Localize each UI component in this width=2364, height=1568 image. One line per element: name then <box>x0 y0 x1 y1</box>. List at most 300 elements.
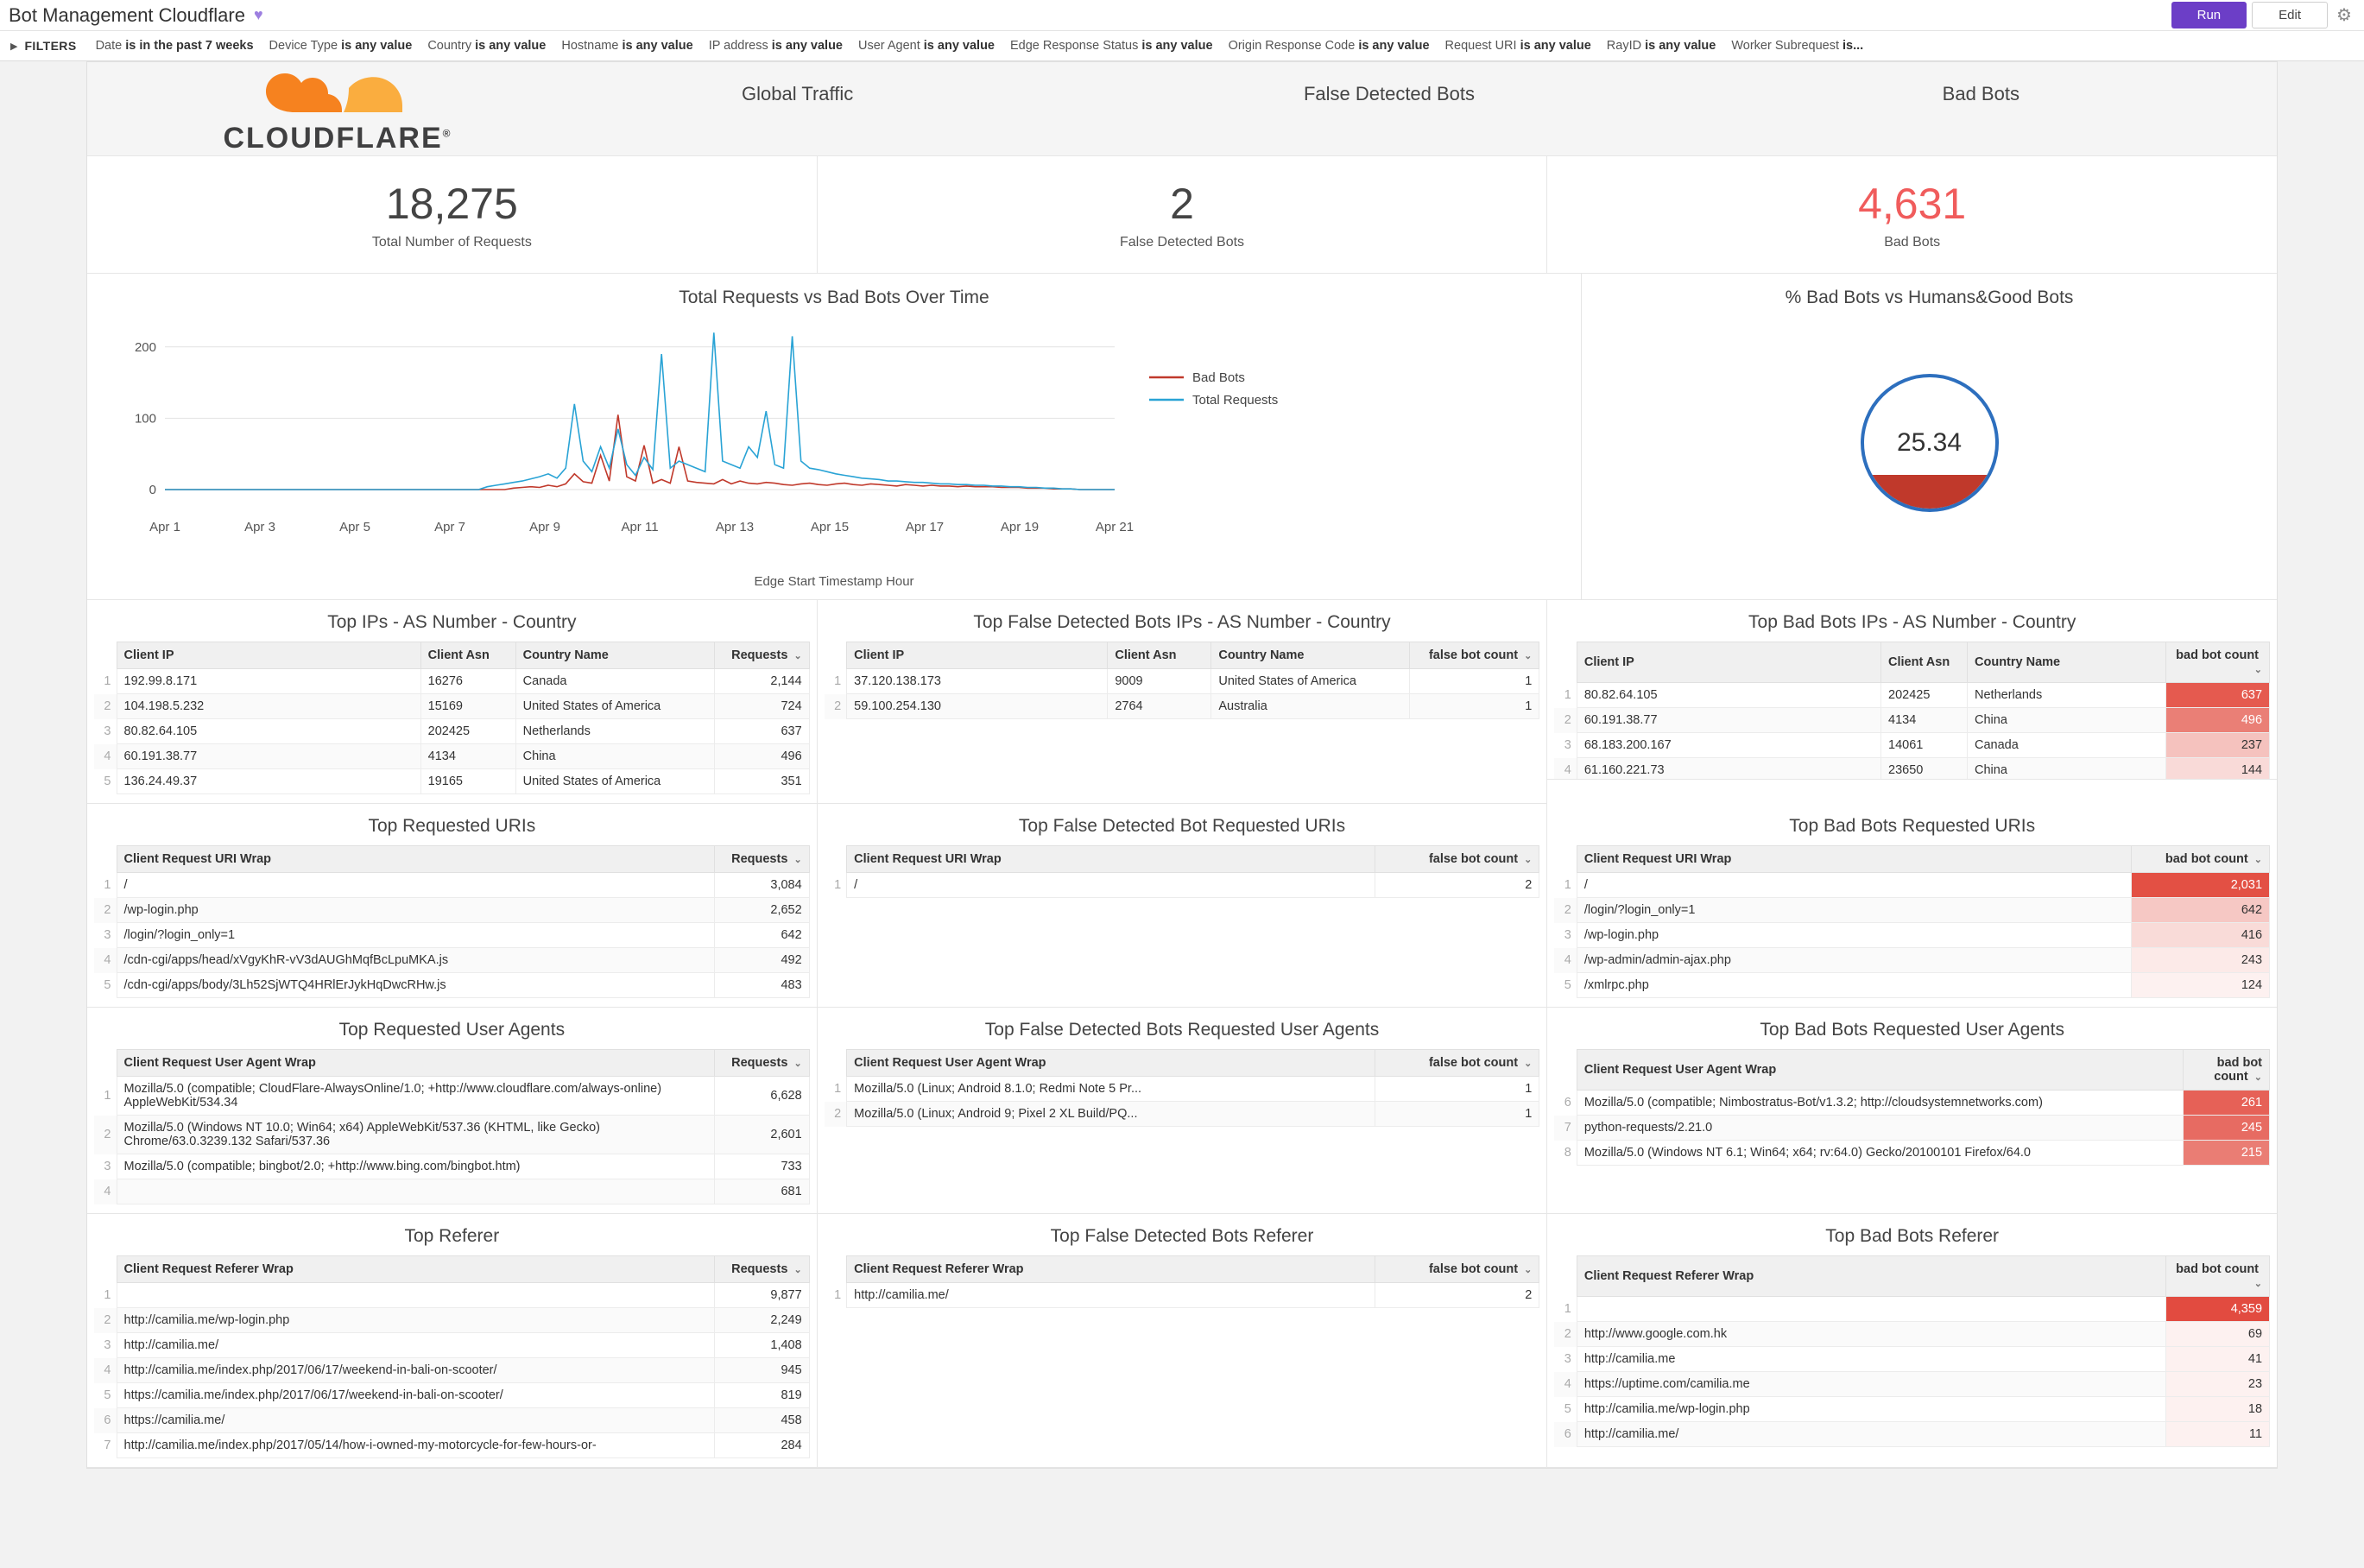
expand-filters-icon[interactable]: ▶ <box>10 41 18 52</box>
timeseries-title: Total Requests vs Bad Bots Over Time <box>679 288 989 307</box>
xtick-label: Apr 21 <box>1095 520 1135 534</box>
table-row[interactable] <box>94 1308 809 1333</box>
column-header[interactable]: bad bot count ⌄ <box>2132 846 2270 873</box>
sort-caret-icon[interactable]: ⌄ <box>1521 855 1533 865</box>
row-index: 4 <box>1554 948 1577 973</box>
metric-cell: 23 <box>2166 1372 2270 1397</box>
column-header[interactable]: Client IP <box>847 642 1108 669</box>
kpi-total-requests-value: 18,275 <box>385 180 518 228</box>
timeseries-svg <box>96 317 1564 515</box>
kpi-bad-bots-label: Bad Bots <box>1884 235 1941 250</box>
table-row[interactable] <box>1554 1091 2269 1116</box>
column-header[interactable]: Client Asn <box>420 642 515 669</box>
filter-ip-address[interactable] <box>709 39 843 53</box>
row-index: 3 <box>1554 733 1577 758</box>
svg-text:0: 0 <box>149 483 156 497</box>
filter-worker-subrequest-name: Worker Subrequest <box>1731 39 1839 53</box>
panel-false-agents-title: Top False Detected Bots Requested User Agents <box>984 1020 1380 1040</box>
chart-row <box>87 274 2277 600</box>
row-index-header <box>825 846 847 873</box>
t-bad-agents-table <box>1554 1049 2270 1166</box>
table-row[interactable] <box>94 948 809 973</box>
data-cell: 80.82.64.105 <box>1577 683 1880 708</box>
column-header[interactable]: false bot count ⌄ <box>1375 846 1539 873</box>
t-bad-referer-table <box>1554 1255 2270 1447</box>
column-header[interactable]: Client Request User Agent Wrap <box>1577 1050 2183 1091</box>
metric-cell: 2 <box>1375 1283 1539 1308</box>
table-row[interactable] <box>1554 898 2269 923</box>
row-index: 1 <box>1554 1297 1577 1322</box>
data-cell: 9009 <box>1108 669 1211 694</box>
data-cell: Mozilla/5.0 (Linux; Android 8.1.0; Redmi Note 5 Pr... <box>847 1077 1375 1102</box>
cloudflare-wordmark: CLOUDFLARE® <box>223 122 452 155</box>
data-cell: https://uptime.com/camilia.me <box>1577 1372 2165 1397</box>
table-row[interactable] <box>94 744 809 769</box>
row-index: 1 <box>94 669 117 694</box>
edit-button[interactable]: Edit <box>2252 2 2328 28</box>
column-header[interactable]: bad bot count ⌄ <box>2166 642 2270 683</box>
data-cell: https://camilia.me/index.php/2017/06/17/weekend-in-bali-on-scooter/ <box>117 1383 714 1408</box>
panel-false-ips <box>818 600 1548 804</box>
timeseries-panel <box>87 274 1582 600</box>
filter-bar <box>0 31 2364 61</box>
table-row[interactable] <box>94 973 809 998</box>
filter-date[interactable] <box>96 39 254 53</box>
metric-cell: 243 <box>2132 948 2270 973</box>
table-row[interactable] <box>94 1408 809 1433</box>
row-index: 4 <box>1554 758 1577 781</box>
panel-false-referer <box>818 1214 1548 1468</box>
xtick-label: Apr 15 <box>810 520 850 534</box>
sort-caret-icon[interactable]: ⌄ <box>791 1265 802 1275</box>
column-header[interactable]: bad bot count ⌄ <box>2184 1050 2270 1091</box>
panel-false-agents <box>818 1008 1548 1214</box>
timeseries-xticks <box>96 520 1564 539</box>
xtick-label: Apr 11 <box>621 520 659 534</box>
row-index: 1 <box>1554 873 1577 898</box>
xtick-label: Apr 1 <box>149 520 180 534</box>
data-cell: 80.82.64.105 <box>117 719 420 744</box>
column-header[interactable]: Client Asn <box>1881 642 1968 683</box>
filter-worker-subrequest-value: is... <box>1843 39 1864 53</box>
dashboard <box>0 61 2364 1469</box>
table-row[interactable] <box>1554 1347 2269 1372</box>
sort-caret-icon[interactable]: ⌄ <box>2251 1072 2263 1083</box>
sort-caret-icon[interactable]: ⌄ <box>791 651 802 661</box>
svg-text:200: 200 <box>134 339 156 355</box>
panel-false-referer-title: Top False Detected Bots Referer <box>1050 1226 1314 1246</box>
metric-cell: 284 <box>714 1433 809 1458</box>
panel-bad-ips-title: Top Bad Bots IPs - AS Number - Country <box>1748 612 2076 632</box>
data-cell: China <box>515 744 714 769</box>
filter-worker-subrequest[interactable] <box>1731 39 1863 53</box>
data-cell: 19165 <box>420 769 515 794</box>
data-cell: Netherlands <box>1968 683 2166 708</box>
column-header[interactable]: Client Request User Agent Wrap <box>117 1050 714 1077</box>
row-index: 4 <box>1554 1372 1577 1397</box>
column-header[interactable]: Requests ⌄ <box>714 1050 809 1077</box>
table-row[interactable] <box>1554 1116 2269 1141</box>
data-cell: United States of America <box>515 694 714 719</box>
t-bad-ips-table <box>1554 642 2270 780</box>
panel-bad-agents <box>1547 1008 2277 1214</box>
sort-caret-icon[interactable]: ⌄ <box>2253 1279 2263 1289</box>
t-bad-uris-table <box>1554 845 2270 998</box>
table-row[interactable] <box>1554 708 2269 733</box>
run-button[interactable]: Run <box>2171 2 2247 28</box>
panel-false-uris <box>818 804 1548 1008</box>
table-row[interactable] <box>1554 1322 2269 1347</box>
filter-user-agent-value: is any value <box>923 39 995 53</box>
table-row[interactable] <box>94 1154 809 1179</box>
metric-cell: 2 <box>1375 873 1539 898</box>
row-index: 5 <box>1554 1397 1577 1422</box>
data-cell: /login/?login_only=1 <box>117 923 714 948</box>
metric-cell: 492 <box>714 948 809 973</box>
data-cell: /login/?login_only=1 <box>1577 898 2131 923</box>
table-row[interactable] <box>94 1116 809 1154</box>
row-index: 7 <box>1554 1116 1577 1141</box>
row-index: 2 <box>1554 898 1577 923</box>
table-row[interactable] <box>94 719 809 744</box>
metric-cell: 819 <box>714 1383 809 1408</box>
svg-text:Bad Bots: Bad Bots <box>1192 370 1245 385</box>
data-cell: 61.160.221.73 <box>1577 758 1880 781</box>
row-index: 1 <box>94 1283 117 1308</box>
data-cell: 4134 <box>420 744 515 769</box>
panel-false-ips-title: Top False Detected Bots IPs - AS Number - Country <box>973 612 1391 632</box>
sort-caret-icon[interactable]: ⌄ <box>1521 1265 1533 1275</box>
column-header[interactable]: Requests ⌄ <box>714 1256 809 1283</box>
table-row[interactable] <box>94 1358 809 1383</box>
t-top-uris-table <box>94 845 810 998</box>
metric-cell: 1 <box>1375 1077 1539 1102</box>
table-row[interactable] <box>1554 758 2269 781</box>
metric-cell: 681 <box>714 1179 809 1204</box>
table-row[interactable] <box>1554 1297 2269 1322</box>
xtick-label: Apr 3 <box>244 520 275 534</box>
table-row[interactable] <box>825 873 1539 898</box>
data-cell <box>1577 1297 2165 1322</box>
data-cell: 60.191.38.77 <box>1577 708 1880 733</box>
metric-cell: 2,601 <box>714 1116 809 1154</box>
timeseries-xlabel: Edge Start Timestamp Hour <box>754 574 914 589</box>
column-header[interactable]: Client IP <box>1577 642 1880 683</box>
data-cell: United States of America <box>515 769 714 794</box>
data-cell: Canada <box>515 669 714 694</box>
panel-false-uris-title: Top False Detected Bot Requested URIs <box>1018 816 1346 836</box>
filter-date-name: Date <box>95 39 123 53</box>
metric-cell: 642 <box>2132 898 2270 923</box>
metric-cell: 144 <box>2166 758 2270 781</box>
row-index: 2 <box>94 898 117 923</box>
xtick-label: Apr 19 <box>1000 520 1040 534</box>
data-cell: / <box>1577 873 2131 898</box>
table-row[interactable] <box>1554 683 2269 708</box>
metric-cell: 6,628 <box>714 1077 809 1116</box>
filters-label: FILTERS <box>24 39 77 53</box>
table-row[interactable] <box>94 1283 809 1308</box>
t-false-agents-table <box>825 1049 1540 1127</box>
t-false-uris-table <box>825 845 1540 898</box>
sort-caret-icon[interactable]: ⌄ <box>2253 665 2263 675</box>
sort-caret-icon[interactable]: ⌄ <box>2251 855 2263 865</box>
column-header[interactable]: false bot count ⌄ <box>1410 642 1539 669</box>
registered-mark: ® <box>442 127 452 140</box>
metric-cell: 215 <box>2184 1141 2270 1166</box>
table-row[interactable] <box>94 1383 809 1408</box>
donut-fill <box>1864 475 1995 509</box>
filter-ip-address-name: IP address <box>708 39 768 53</box>
t-top-referer-table <box>94 1255 810 1458</box>
filter-rayid-name: RayID <box>1606 39 1642 53</box>
filter-user-agent[interactable] <box>858 39 995 53</box>
column-header[interactable]: Country Name <box>515 642 714 669</box>
row-index: 1 <box>825 1077 847 1102</box>
filter-edge-response-status[interactable] <box>1010 39 1213 53</box>
filter-device-type[interactable] <box>269 39 413 53</box>
data-cell <box>117 1283 714 1308</box>
metric-cell: 1,408 <box>714 1333 809 1358</box>
row-index-header <box>94 846 117 873</box>
table-row[interactable] <box>94 1433 809 1458</box>
table-row[interactable] <box>94 1077 809 1116</box>
table-row[interactable] <box>94 769 809 794</box>
metric-cell: 1 <box>1410 669 1539 694</box>
kpi-total-requests <box>87 156 818 274</box>
metric-cell: 1 <box>1375 1102 1539 1127</box>
svg-text:100: 100 <box>134 411 156 427</box>
column-header[interactable]: false bot count ⌄ <box>1375 1256 1539 1283</box>
xtick-label: Apr 17 <box>905 520 945 534</box>
table-row[interactable] <box>1554 1422 2269 1447</box>
row-index: 5 <box>94 973 117 998</box>
useragent-tables-row <box>87 1008 2277 1214</box>
timeseries-chart[interactable] <box>87 313 1581 572</box>
t-false-ips-table <box>825 642 1540 719</box>
column-header[interactable]: Client Request Referer Wrap <box>847 1256 1375 1283</box>
filter-country[interactable] <box>427 39 546 53</box>
table-row[interactable] <box>1554 973 2269 998</box>
filter-device-type-name: Device Type <box>269 39 338 53</box>
row-index: 5 <box>1554 973 1577 998</box>
column-header[interactable]: Client Asn <box>1108 642 1211 669</box>
data-cell: /cdn-cgi/apps/body/3Lh52SjWTQ4HRlErJykHqDwcRHw.js <box>117 973 714 998</box>
table-row[interactable] <box>1554 1397 2269 1422</box>
column-header[interactable]: Client Request User Agent Wrap <box>847 1050 1375 1077</box>
column-header[interactable]: Client Request Referer Wrap <box>1577 1256 2165 1297</box>
donut-panel <box>1582 274 2277 600</box>
data-cell: 15169 <box>420 694 515 719</box>
filter-edge-response-status-value: is any value <box>1141 39 1213 53</box>
data-cell: http://camilia.me/index.php/2017/06/17/weekend-in-bali-on-scooter/ <box>117 1358 714 1383</box>
filter-origin-response-code[interactable] <box>1229 39 1430 53</box>
row-index: 2 <box>94 1308 117 1333</box>
table-row[interactable] <box>94 873 809 898</box>
data-cell: http://camilia.me/ <box>117 1333 714 1358</box>
filter-country-value: is any value <box>475 39 547 53</box>
metric-cell: 2,031 <box>2132 873 2270 898</box>
table-row[interactable] <box>825 669 1539 694</box>
table-row[interactable] <box>825 1077 1539 1102</box>
sort-caret-icon[interactable]: ⌄ <box>791 855 802 865</box>
data-cell: http://camilia.me/wp-login.php <box>117 1308 714 1333</box>
metric-cell: 2,652 <box>714 898 809 923</box>
metric-cell: 642 <box>714 923 809 948</box>
data-cell: http://camilia.me/wp-login.php <box>1577 1397 2165 1422</box>
metric-cell: 483 <box>714 973 809 998</box>
metric-cell: 4,359 <box>2166 1297 2270 1322</box>
column-header[interactable]: Country Name <box>1968 642 2166 683</box>
heart-icon[interactable]: ♥ <box>253 6 263 23</box>
column-headers <box>87 62 2277 155</box>
top-bar-actions <box>2171 2 2355 28</box>
table-row[interactable] <box>94 1333 809 1358</box>
filter-hostname-name: Hostname <box>561 39 619 53</box>
table-row[interactable] <box>825 694 1539 719</box>
metric-cell: 351 <box>714 769 809 794</box>
column-header[interactable]: Client Request Referer Wrap <box>117 1256 714 1283</box>
column-header[interactable]: Client Request URI Wrap <box>117 846 714 873</box>
metric-cell: 3,084 <box>714 873 809 898</box>
table-row[interactable] <box>1554 873 2269 898</box>
data-cell: /wp-admin/admin-ajax.php <box>1577 948 2131 973</box>
table-row[interactable] <box>825 1102 1539 1127</box>
column-header[interactable]: false bot count ⌄ <box>1375 1050 1539 1077</box>
table-row[interactable] <box>1554 948 2269 973</box>
table-row[interactable] <box>94 669 809 694</box>
table-row[interactable] <box>94 1179 809 1204</box>
data-cell: Mozilla/5.0 (compatible; bingbot/2.0; +http://www.bing.com/bingbot.htm) <box>117 1154 714 1179</box>
data-cell: / <box>847 873 1375 898</box>
column-header[interactable]: Client Request URI Wrap <box>1577 846 2131 873</box>
donut-chart[interactable] <box>1582 313 2277 572</box>
dashboard-board <box>86 61 2278 1469</box>
table-row[interactable] <box>825 1283 1539 1308</box>
data-cell: 60.191.38.77 <box>117 744 420 769</box>
row-index-header <box>94 1050 117 1077</box>
filter-ip-address-value: is any value <box>771 39 843 53</box>
column-header[interactable]: Requests ⌄ <box>714 642 809 669</box>
donut-value: 25.34 <box>1896 428 1963 457</box>
kpi-bad-bots-value: 4,631 <box>1858 180 1967 228</box>
metric-cell: 496 <box>2166 708 2270 733</box>
cloudflare-logo <box>174 62 502 155</box>
data-cell: Netherlands <box>515 719 714 744</box>
metric-cell: 2,144 <box>714 669 809 694</box>
metric-cell: 245 <box>2184 1116 2270 1141</box>
column-header[interactable]: Client Request URI Wrap <box>847 846 1375 873</box>
row-index-header <box>94 1256 117 1283</box>
panel-top-ips <box>87 600 818 804</box>
row-index: 1 <box>825 669 847 694</box>
data-cell: python-requests/2.21.0 <box>1577 1116 2183 1141</box>
metric-cell: 124 <box>2132 973 2270 998</box>
row-index: 1 <box>825 873 847 898</box>
table-row[interactable] <box>1554 733 2269 758</box>
table-row[interactable] <box>94 898 809 923</box>
table-row[interactable] <box>1554 923 2269 948</box>
row-index-header <box>825 642 847 669</box>
panel-top-uris-title: Top Requested URIs <box>368 816 536 836</box>
row-index: 2 <box>94 694 117 719</box>
referer-tables-row <box>87 1214 2277 1468</box>
data-cell: /cdn-cgi/apps/head/xVgyKhR-vV3dAUGhMqfBcLpuMKA.js <box>117 948 714 973</box>
donut-shape <box>1861 374 1999 512</box>
metric-cell: 733 <box>714 1154 809 1179</box>
metric-cell: 237 <box>2166 733 2270 758</box>
data-cell: Australia <box>1211 694 1410 719</box>
panel-bad-ips <box>1547 600 2277 780</box>
data-cell: 192.99.8.171 <box>117 669 420 694</box>
filter-user-agent-name: User Agent <box>858 39 920 53</box>
filter-rayid-value: is any value <box>1645 39 1716 53</box>
t-top-agents-table <box>94 1049 810 1204</box>
table-row[interactable] <box>94 694 809 719</box>
filter-request-uri[interactable] <box>1445 39 1591 53</box>
row-index: 3 <box>1554 1347 1577 1372</box>
metric-cell: 9,877 <box>714 1283 809 1308</box>
metric-cell: 416 <box>2132 923 2270 948</box>
xtick-label: Apr 13 <box>715 520 755 534</box>
row-index-header <box>825 1050 847 1077</box>
gear-icon[interactable]: ⚙ <box>2336 6 2352 25</box>
metric-cell: 1 <box>1410 694 1539 719</box>
row-index: 7 <box>94 1433 117 1458</box>
kpi-bad-bots <box>1547 156 2277 274</box>
sort-caret-icon[interactable]: ⌄ <box>1521 651 1533 661</box>
donut-title: % Bad Bots vs Humans&Good Bots <box>1785 288 2074 307</box>
table-row[interactable] <box>1554 1141 2269 1166</box>
column-header[interactable]: Client IP <box>117 642 420 669</box>
panel-top-agents <box>87 1008 818 1214</box>
row-index: 4 <box>94 1179 117 1204</box>
metric-cell: 945 <box>714 1358 809 1383</box>
panel-top-agents-title: Top Requested User Agents <box>338 1020 566 1040</box>
data-cell: Canada <box>1968 733 2166 758</box>
column-header[interactable]: bad bot count ⌄ <box>2166 1256 2270 1297</box>
table-row[interactable] <box>94 923 809 948</box>
metric-cell: 18 <box>2166 1397 2270 1422</box>
filter-rayid[interactable] <box>1607 39 1716 53</box>
panel-bad-uris <box>1547 804 2277 1008</box>
data-cell: United States of America <box>1211 669 1410 694</box>
panel-bad-agents-title: Top Bad Bots Requested User Agents <box>1760 1020 2064 1040</box>
row-index: 3 <box>1554 923 1577 948</box>
metric-cell: 496 <box>714 744 809 769</box>
t-false-referer-table <box>825 1255 1540 1308</box>
sort-caret-icon[interactable]: ⌄ <box>791 1059 802 1069</box>
row-index: 6 <box>1554 1091 1577 1116</box>
table-row[interactable] <box>1554 1372 2269 1397</box>
sort-caret-icon[interactable]: ⌄ <box>1521 1059 1533 1069</box>
data-cell: /wp-login.php <box>1577 923 2131 948</box>
column-header[interactable]: Country Name <box>1211 642 1410 669</box>
data-cell: http://camilia.me/ <box>1577 1422 2165 1447</box>
metric-cell: 2,249 <box>714 1308 809 1333</box>
kpi-false-detected-bots-value: 2 <box>1170 180 1194 228</box>
cloudflare-cloud-icon <box>247 62 428 116</box>
filter-device-type-value: is any value <box>341 39 413 53</box>
kpi-total-requests-label: Total Number of Requests <box>371 235 532 250</box>
column-header[interactable]: Requests ⌄ <box>714 846 809 873</box>
data-cell: 16276 <box>420 669 515 694</box>
filter-hostname[interactable] <box>561 39 692 53</box>
row-index: 1 <box>94 873 117 898</box>
data-cell: 104.198.5.232 <box>117 694 420 719</box>
metric-cell: 69 <box>2166 1322 2270 1347</box>
data-cell: /wp-login.php <box>117 898 714 923</box>
